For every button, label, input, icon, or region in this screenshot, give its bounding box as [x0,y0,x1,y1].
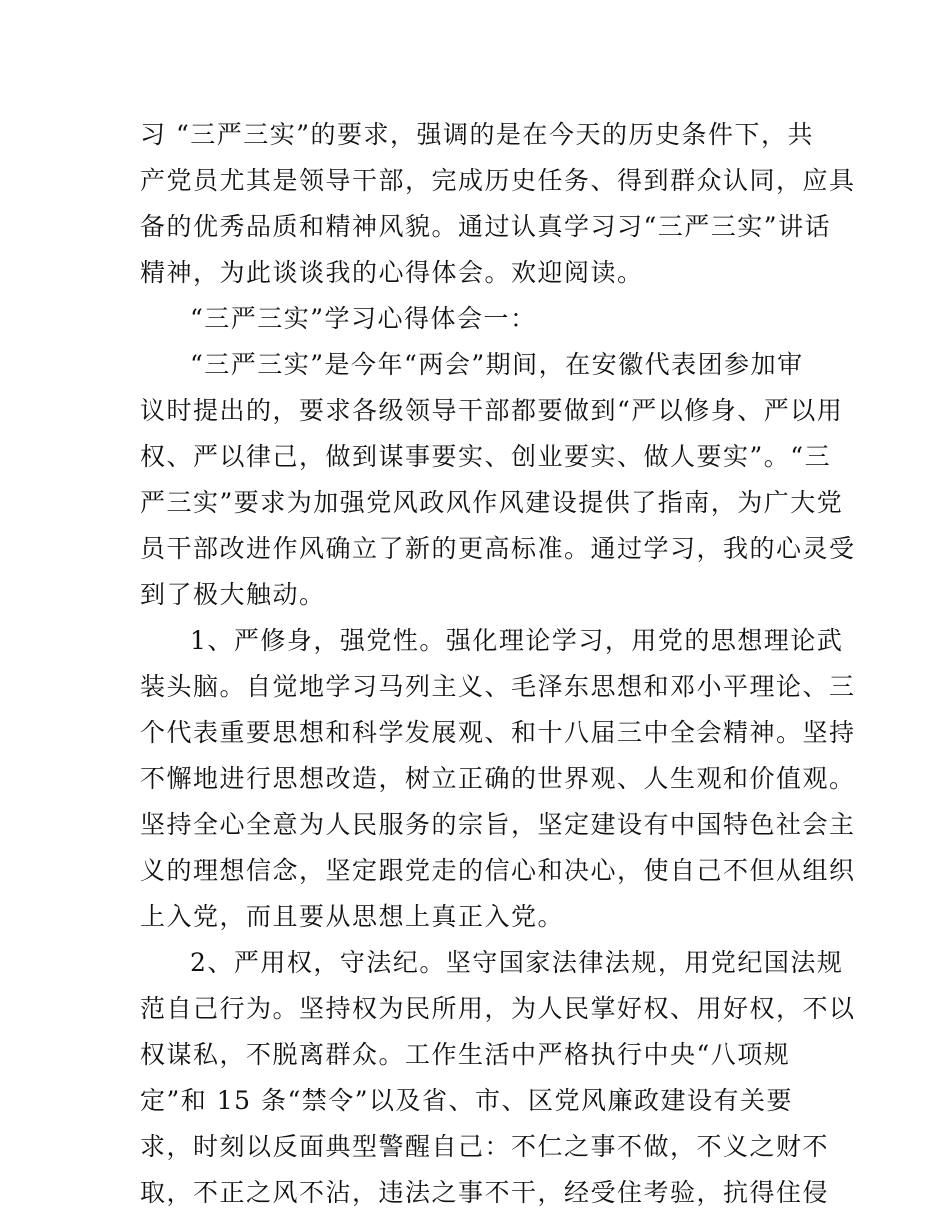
body-text-line: 精神，为此谈谈我的心得体会。欢迎阅读。 [140,258,644,287]
body-text-line: 2、严用权，守法纪。坚守国家法律法规，用党纪国法规 [190,948,844,977]
body-text-line: 备的优秀品质和精神风貌。通过认真学习习“三严三实”讲话 [140,212,832,241]
body-text-line: 习 “三严三实”的要求，强调的是在今天的历史条件下，共 [140,120,815,149]
body-text-line: 取，不正之风不沾，违法之事不干，经受住考验，抗得住侵 [140,1178,830,1207]
body-text-line: 权谋私，不脱离群众。工作生活中严格执行中央“八项规 [140,1040,791,1069]
body-text-line: 1、严修身，强党性。强化理论学习，用党的思想理论武 [190,626,844,655]
body-text-line: “三严三实”是今年“两会”期间，在安徽代表团参加审 [190,350,804,379]
body-text-line: 到了极大触动。 [140,580,326,609]
body-text-line: 求，时刻以反面典型警醒自己：不仁之事不做，不义之财不 [140,1132,830,1161]
body-text-line: 员干部改进作风确立了新的更高标准。通过学习，我的心灵受 [140,534,856,563]
body-text-line: 上入党，而且要从思想上真正入党。 [140,902,565,931]
body-text-line: 装头脑。自觉地学习马列主义、毛泽东思想和邓小平理论、三 [140,672,856,701]
body-text-line: 不懈地进行思想改造，树立正确的世界观、人生观和价值观。 [140,764,856,793]
body-text-line: 产党员尤其是领导干部，完成历史任务、得到群众认同，应具 [140,166,856,195]
body-text-line: 权、严以律己，做到谋事要实、创业要实、做人要实”。“三 [140,442,832,471]
body-text-line: 坚持全心全意为人民服务的宗旨，坚定建设有中国特色社会主 [140,810,856,839]
body-text-line: 定”和 15 条“禁令”以及省、市、区党风廉政建设有关要 [140,1086,794,1115]
body-text-line: 范自己行为。坚持权为民所用，为人民掌好权、用好权，不以 [140,994,856,1023]
document-body [140,112,856,1216]
section-heading: “三严三实”学习心得体会一： [190,304,537,333]
body-text-line: 义的理想信念，坚定跟党走的信心和决心，使自己不但从组织 [140,856,856,885]
body-text-line: 个代表重要思想和科学发展观、和十八届三中全会精神。坚持 [140,718,856,747]
body-text-line: 严三实”要求为加强党风政风作风建设提供了指南，为广大党 [140,488,844,517]
body-text-line: 议时提出的，要求各级领导干部都要做到“严以修身、严以用 [140,396,844,425]
